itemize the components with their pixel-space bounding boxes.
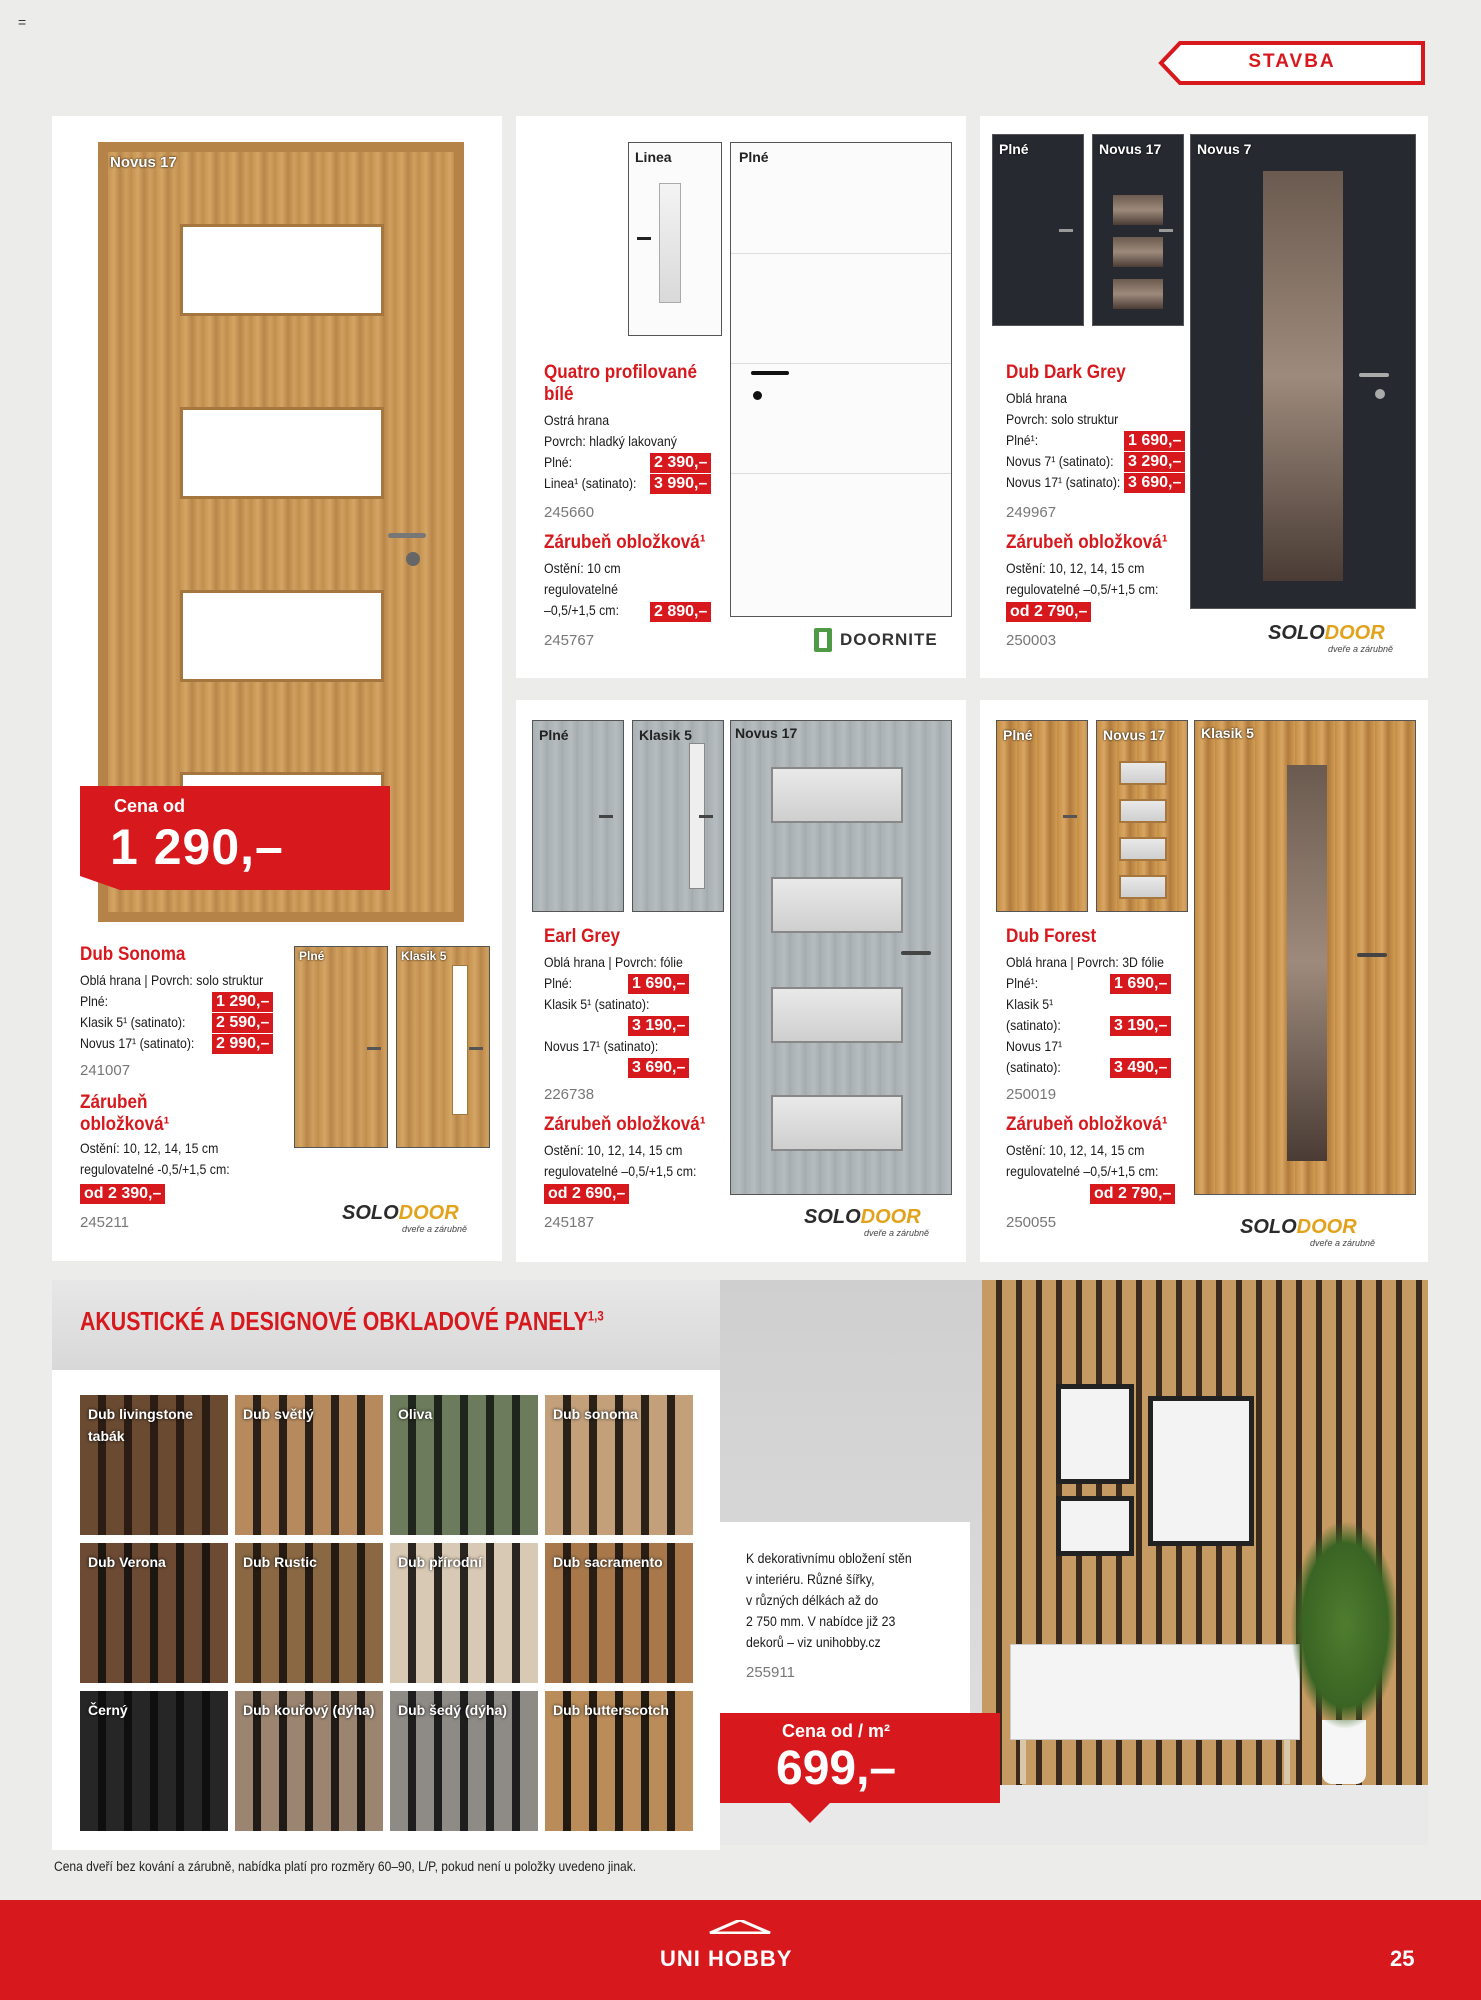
door-handle [1357,953,1387,957]
panel-swatch-label: Dub kouřový (dýha) [243,1702,375,1718]
price-tag: 3 490,– [1110,1058,1171,1078]
door-label: Novus 17 [110,154,177,171]
brand-logo-solodoor: SOLODOOR [1240,1216,1357,1238]
door-glass [1263,171,1343,581]
door-label: Plné [999,141,1029,157]
price-tag: 3 190,– [628,1016,689,1036]
keyhole-icon [1375,389,1385,399]
promo-label: Cena od / m² [782,1721,891,1741]
product-spec: Oblá hrana | Povrch: fólie [544,954,683,970]
product-spec: Oblá hrana | Povrch: solo struktur [80,972,264,988]
door-image-plne [532,720,624,912]
panel-swatch [235,1395,383,1535]
door-glass [180,590,384,682]
frame-spec: regulovatelné -0,5/+1,5 cm: [80,1161,230,1177]
menu-icon[interactable]: = [18,14,27,30]
panel-swatch-label: Dub Rustic [243,1554,317,1570]
price-tag: 1 690,– [628,974,689,994]
frame-spec: Ostění: 10, 12, 14, 15 cm [544,1142,683,1158]
door-handle [1159,229,1173,232]
panel-swatch-label: Dub světlý [243,1406,314,1422]
door-label: Klasik 5 [401,949,447,963]
price-tag: 1 690,– [1110,974,1171,994]
footer-roof-icon [690,1920,790,1934]
price-row-label: Plné¹: [1006,432,1039,448]
footnote: Cena dveří bez kování a zárubně, nabídka platí pro rozměry 60–90, L/P, pokud není u položky uvedeno jinak. [54,1858,637,1874]
frame-title: Zárubeň [80,1092,148,1113]
picture-frame [1056,1384,1134,1484]
product-code: 250019 [1006,1086,1057,1103]
door-image-klasik5 [1194,720,1416,1195]
frame-spec: Ostění: 10, 12, 14, 15 cm [80,1140,219,1156]
door-handle [1359,373,1389,377]
panel-swatch-label: Dub šedý (dýha) [398,1702,507,1718]
product-card-dub-forest [980,700,1428,1262]
panel-swatch-label: Dub přírodní [398,1554,482,1570]
sideboard [1010,1644,1300,1740]
product-card-dub-dark-grey [980,116,1428,678]
panel-swatch [545,1395,693,1535]
promo-price: 1 290,– [110,819,284,875]
door-handle [637,237,651,240]
frame-title: Zárubeň obložková¹ [1006,532,1168,553]
door-image-novus17 [1092,134,1184,326]
panels-promo-price-box [720,1713,1000,1823]
door-label: Novus 17 [735,725,798,741]
door-thumb-klasik5 [396,946,490,1148]
panel-swatch-label: Dub sonoma [553,1406,638,1422]
door-groove [731,253,951,254]
footer-logo-icon [690,1920,790,1932]
door-image-novus17 [730,720,952,1195]
door-glass [771,987,903,1043]
panel-swatch-label: Dub livingstone tabák [88,1406,193,1444]
door-label: Novus 7 [1197,141,1252,157]
price-tag: 3 290,– [1124,452,1185,472]
panels-desc-line: 2 750 mm. V nabídce již 23 [746,1613,896,1629]
picture-frame [1056,1496,1134,1556]
section-tag [1158,40,1426,86]
door-glass [659,183,681,303]
frame-title: obložková¹ [80,1114,170,1135]
door-handle [751,371,789,375]
price-row-label: Klasik 5¹ [1006,996,1054,1012]
door-label: Plné [1003,727,1033,743]
panel-swatch [390,1691,538,1831]
price-row-label: Novus 17¹ (satinato): [544,1038,659,1054]
panels-desc-line: v různých délkách až do [746,1592,879,1608]
door-handle [599,815,613,818]
door-handle [469,1047,483,1050]
product-spec: Povrch: hladký lakovaný [544,433,677,449]
price-tag: 2 890,– [650,602,711,622]
price-tag: 2 990,– [212,1034,273,1054]
product-title: Dub Sonoma [80,944,186,965]
panel-swatch-label: Dub sacramento [553,1554,663,1570]
door-image-plne [730,142,952,617]
product-spec: Povrch: solo struktur [1006,411,1119,427]
plant-foliage [1290,1520,1400,1730]
product-spec: Oblá hrana [1006,390,1067,406]
door-glass [771,877,903,933]
product-code: 255911 [746,1664,795,1681]
door-handle [367,1047,381,1050]
product-code: 245187 [544,1214,595,1231]
footer-logo: UNI HOBBY [660,1946,793,1971]
price-tag: 1 690,– [1124,431,1185,451]
keyhole-icon [753,391,762,400]
panels-desc-line: K dekorativnímu obložení stěn [746,1550,912,1566]
price-row-label: Novus 17¹ (satinato): [1006,474,1121,490]
door-label: Plné [299,949,325,963]
sideboard-leg [1020,1740,1026,1784]
brand-tagline: dveře a zárubně [1328,644,1394,654]
frame-spec: regulovatelné –0,5/+1,5 cm: [1006,581,1159,597]
panel-swatch [545,1543,693,1683]
price-tag: 1 290,– [212,992,273,1012]
product-card-earl-grey [516,700,966,1262]
door-glass [1287,765,1327,1161]
product-code: 245767 [544,632,595,649]
brand-tagline: dveře a zárubně [1310,1238,1376,1248]
panels-heading-sup: 1,3 [587,1307,604,1324]
panel-swatch [80,1543,228,1683]
door-label: Klasik 5 [639,727,692,743]
frame-spec: regulovatelné –0,5/+1,5 cm: [544,1163,697,1179]
door-label: Klasik 5 [1201,725,1254,741]
door-thumb-plne [294,946,388,1148]
product-code: 250003 [1006,632,1057,649]
price-tag: od 2 690,– [544,1184,629,1204]
door-handle [388,533,426,538]
door-glass [1113,195,1163,225]
price-row-label: Plné: [544,975,573,991]
product-title: Earl Grey [544,926,621,947]
price-row-label: Plné¹: [1006,975,1039,991]
panels-heading: AKUSTICKÉ A DESIGNOVÉ OBKLADOVÉ PANELY$^{1,3}$ [80,1306,604,1336]
price-row-label: Novus 17¹ (satinato): [80,1035,195,1051]
panel-swatch [235,1543,383,1683]
door-image-linea [628,142,722,336]
door-image-novus17 [1096,720,1188,912]
door-label: Novus 17 [1103,727,1166,743]
section-tag-label: STAVBA [1248,51,1336,72]
product-spec: Ostrá hrana [544,412,610,428]
panel-swatch-label: Dub butterscotch [553,1702,669,1718]
door-glass [771,1095,903,1151]
product-card-quatro [516,116,966,678]
panel-swatch [80,1395,228,1535]
door-glass [771,767,903,823]
price-tag: od 2 790,– [1090,1184,1175,1204]
door-glass [1113,237,1163,267]
door-glass [1113,279,1163,309]
frame-title: Zárubeň obložková¹ [544,532,706,553]
door-glass [1119,761,1167,785]
price-row-label: Plné: [80,993,109,1009]
panel-swatch [235,1691,383,1831]
brand-logo-solodoor: SOLODOOR [804,1206,921,1228]
product-title: Quatro profilované [544,362,697,383]
door-groove [731,363,951,364]
product-card-dub-sonoma [52,116,502,1261]
price-row-label: Klasik 5¹ (satinato): [544,996,650,1012]
promo-price: 699,– [776,1742,897,1795]
door-handle [1063,815,1077,818]
sideboard-leg [1284,1740,1290,1784]
door-glass [180,224,384,316]
door-glass [180,407,384,499]
door-handle [699,815,713,818]
brand-tagline: dveře a zárubně [402,1224,468,1234]
panels-desc-line: dekorů – viz unihobby.cz [746,1634,881,1650]
panel-swatch-label: Dub Verona [88,1554,166,1570]
panel-swatch-label: Černý [88,1702,128,1718]
price-tag: od 2 790,– [1006,602,1091,622]
price-tag: 3 690,– [628,1058,689,1078]
price-row-label: Linea¹ (satinato): [544,475,637,491]
panels-desc-line: v interiéru. Různé šířky, [746,1571,875,1587]
door-glass [1119,875,1167,899]
door-handle [901,951,931,955]
price-row-label: Novus 17¹ [1006,1038,1063,1054]
frame-title: Zárubeň obložková¹ [544,1114,706,1135]
panel-swatch-label: Oliva [398,1406,433,1422]
price-row-label: (satinato): [1006,1059,1061,1075]
price-row-label: Plné: [544,454,573,470]
price-tag: od 2 390,– [80,1184,165,1204]
promo-price-box [80,786,390,890]
door-label: Plné [739,149,769,165]
door-image-klasik5 [632,720,724,912]
product-code: 249967 [1006,504,1057,521]
door-image-plne [992,134,1084,326]
product-title: Dub Forest [1006,926,1097,947]
frame-spec: Ostění: 10, 12, 14, 15 cm [1006,560,1145,576]
door-glass [452,965,468,1115]
frame-spec: Ostění: 10 cm [544,560,621,576]
door-glass [1119,799,1167,823]
brand-logo-solodoor: SOLODOOR [342,1202,459,1224]
door-label: Linea [635,149,672,165]
brand-logo-doornite-icon [814,628,832,652]
price-tag: 3 990,– [650,474,711,494]
price-tag: 2 590,– [212,1013,273,1033]
page-number: 25 [1390,1946,1415,1971]
picture-frame [1148,1396,1254,1546]
door-image-novus7 [1190,134,1416,609]
promo-label: Cena od [114,796,186,816]
panel-swatch [545,1691,693,1831]
product-title: Dub Dark Grey [1006,362,1126,383]
product-code: 226738 [544,1086,595,1103]
price-row-label: (satinato): [1006,1017,1061,1033]
keyhole-icon [406,552,420,566]
frame-spec: –0,5/+1,5 cm: [544,602,619,618]
door-label: Plné [539,727,569,743]
brand-logo-doornite: DOORNITE [840,630,938,649]
brand-tagline: dveře a zárubně [864,1228,930,1238]
product-code: 245660 [544,504,595,521]
product-code: 250055 [1006,1214,1057,1231]
frame-spec: Ostění: 10, 12, 14, 15 cm [1006,1142,1145,1158]
product-spec: Oblá hrana | Povrch: 3D fólie [1006,954,1164,970]
door-label: Novus 17 [1099,141,1162,157]
product-code: 245211 [80,1214,129,1231]
price-tag: 2 390,– [650,453,711,473]
product-code: 241007 [80,1062,131,1079]
price-tag: 3 690,– [1124,473,1185,493]
frame-title: Zárubeň obložková¹ [1006,1114,1168,1135]
panel-swatch [390,1395,538,1535]
door-glass [1119,837,1167,861]
brand-logo-solodoor: SOLODOOR [1268,622,1385,644]
panel-swatch [390,1543,538,1683]
price-row-label: Klasik 5¹ (satinato): [80,1014,186,1030]
door-image-plne [996,720,1088,912]
door-groove [731,473,951,474]
price-tag: 3 190,– [1110,1016,1171,1036]
product-title: bílé [544,384,574,405]
frame-spec: regulovatelné –0,5/+1,5 cm: [1006,1163,1159,1179]
frame-spec: regulovatelné [544,581,618,597]
door-handle [1059,229,1073,232]
price-row-label: Novus 7¹ (satinato): [1006,453,1114,469]
panel-swatch [80,1691,228,1831]
